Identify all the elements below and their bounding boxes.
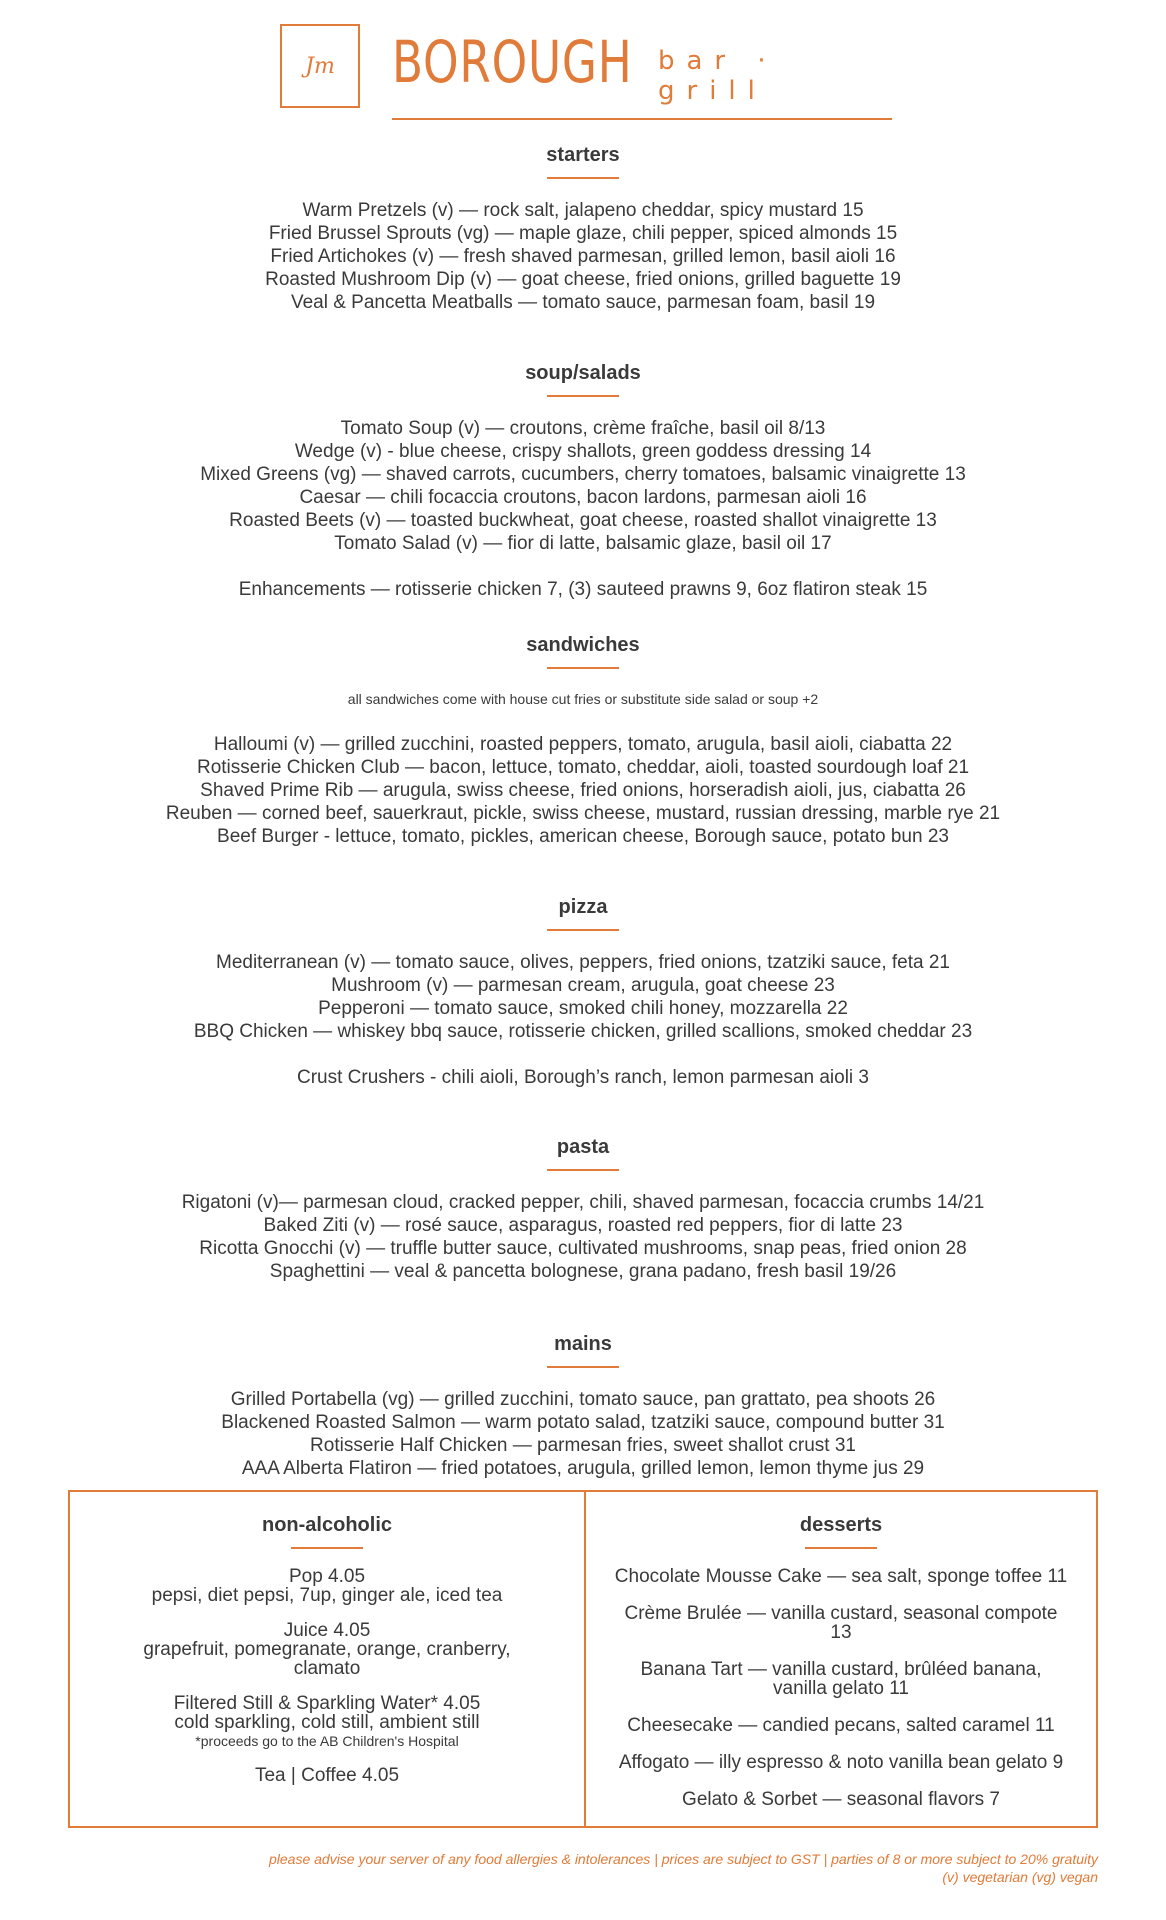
menu-item: Caesar — chili focaccia croutons, bacon lardons, parmesan aioli 16 [299, 487, 867, 508]
drink-tea-coffee: Tea | Coffee 4.05 [254, 1765, 400, 1786]
footer-line: please advise your server of any food allergies & intolerances | prices are subject to GST | parties of 8 or more subject to 20% gratuity [268, 1851, 1098, 1867]
menu-item: Halloumi (v) — grilled zucchini, roasted peppers, tomato, arugula, basil aioli, ciabatta 22 [213, 734, 953, 755]
drink-pop: Pop 4.05 pepsi, diet pepsi, 7up, ginger ale, iced tea [151, 1566, 503, 1606]
dessert-item: Banana Tart — vanilla custard, brûléed banana, vanilla gelato 11 [640, 1659, 1042, 1699]
menu-item: Rotisserie Half Chicken — parmesan fries, sweet shallot crust 31 [310, 1435, 856, 1456]
menu-item: Mushroom (v) — parmesan cream, arugula, goat cheese 23 [331, 975, 835, 996]
drinks-desserts-box [68, 1490, 1098, 1828]
section-mains [0, 1333, 1166, 1480]
menu-item: Tomato Soup (v) — croutons, crème fraîche, basil oil 8/13 [340, 418, 826, 439]
menu-item: Pepperoni — tomato sauce, smoked chili honey, mozzarella 22 [318, 998, 848, 1019]
title-rule [547, 929, 619, 931]
menu-item: Roasted Beets (v) — toasted buckwheat, goat cheese, roasted shallot vinaigrette 13 [229, 510, 937, 531]
brand-underline [392, 118, 892, 120]
non-alcoholic-column [70, 1492, 586, 1826]
menu-item: Wedge (v) - blue cheese, crispy shallots, green goddess dressing 14 [294, 441, 872, 462]
section-sandwiches [0, 634, 1166, 848]
menu-item: Ricotta Gnocchi (v) — truffle butter sauce, cultivated mushrooms, snap peas, fried onion 28 [199, 1238, 967, 1259]
brand [392, 28, 892, 106]
menu-item: Baked Ziti (v) — rosé sauce, asparagus, roasted red peppers, fior di latte 23 [263, 1215, 903, 1236]
menu-item: Grilled Portabella (vg) — grilled zucchini, tomato sauce, pan grattato, pea shoots 26 [230, 1389, 936, 1410]
menu-item: Rigatoni (v)— parmesan cloud, cracked pepper, chili, shaved parmesan, focaccia crumbs 14/21 [181, 1192, 985, 1213]
monogram-logo [280, 24, 360, 108]
menu-item: AAA Alberta Flatiron — fried potatoes, arugula, grilled lemon, lemon thyme jus 29 [241, 1458, 925, 1479]
drink-juice: Juice 4.05 grapefruit, pomegranate, orange, cranberry, clamato [143, 1620, 511, 1679]
menu-item: Rotisserie Chicken Club — bacon, lettuce, tomato, cheddar, aioli, toasted sourdough loaf 21 [196, 757, 970, 778]
menu-item: Shaved Prime Rib — arugula, swiss cheese, fried onions, horseradish aioli, jus, ciabatta 26 [200, 780, 966, 801]
header [280, 24, 900, 116]
dessert-item: Affogato — illy espresso & noto vanilla bean gelato 9 [618, 1752, 1064, 1773]
dessert-item: Chocolate Mousse Cake — sea salt, sponge toffee 11 [614, 1566, 1068, 1587]
menu-item: Warm Pretzels (v) — rock salt, jalapeno cheddar, spicy mustard 15 [302, 200, 864, 221]
section-soup-salads [0, 362, 1166, 601]
dessert-item: Cheesecake — candied pecans, salted caramel 11 [627, 1715, 1055, 1736]
title-rule [547, 1366, 619, 1368]
menu-item: Veal & Pancetta Meatballs — tomato sauce, parmesan foam, basil 19 [290, 292, 876, 313]
menu-item: Mediterranean (v) — tomato sauce, olives, peppers, fried onions, tzatziki sauce, feta 21 [216, 952, 950, 973]
footer-notice [269, 1850, 1098, 1886]
menu-item: Mixed Greens (vg) — shaved carrots, cucumbers, cherry tomatoes, balsamic vinaigrette 13 [200, 464, 966, 485]
section-pizza [0, 896, 1166, 1089]
title-rule [547, 1169, 619, 1171]
water-note: *proceeds go to the AB Children's Hospital [195, 1733, 459, 1749]
section-starters [0, 144, 1166, 314]
drink-water: Filtered Still & Sparkling Water* 4.05 cold sparkling, cold still, ambient still *proceeds go to the AB Children's Hospital [70, 1694, 584, 1750]
title-rule [805, 1547, 877, 1549]
section-title: soup/salads [525, 362, 641, 384]
menu-item: Spaghettini — veal & pancetta bolognese, grana padano, fresh basil 19/26 [269, 1261, 897, 1282]
sandwich-note: all sandwiches come with house cut fries or substitute side salad or soup +2 [347, 691, 819, 707]
desserts-title: desserts [799, 1514, 883, 1536]
footer-legend: (v) vegetarian (vg) vegan [942, 1869, 1098, 1885]
title-rule [547, 395, 619, 397]
menu-item: Fried Artichokes (v) — fresh shaved parmesan, grilled lemon, basil aioli 16 [270, 246, 896, 267]
title-rule [547, 177, 619, 179]
dessert-item: Gelato & Sorbet — seasonal flavors 7 [682, 1789, 1000, 1810]
menu-item: Tomato Salad (v) — fior di latte, balsamic glaze, basil oil 17 [334, 533, 832, 554]
crust-crushers: Crust Crushers - chili aioli, Borough’s ranch, lemon parmesan aioli 3 [296, 1067, 869, 1088]
section-title: mains [554, 1333, 612, 1355]
menu-item: Fried Brussel Sprouts (vg) — maple glaze, chili pepper, spiced almonds 15 [268, 223, 898, 244]
brand-name: BOROUGH [392, 28, 633, 96]
title-rule [547, 667, 619, 669]
menu-item: Blackened Roasted Salmon — warm potato salad, tzatziki sauce, compound butter 31 [221, 1412, 945, 1433]
non-alcoholic-title: non-alcoholic [262, 1514, 392, 1536]
dessert-item: Crème Brulée — vanilla custard, seasonal compote 13 [624, 1603, 1058, 1643]
menu-item: Reuben — corned beef, sauerkraut, pickle, swiss cheese, mustard, russian dressing, marble rye 21 [165, 803, 1001, 824]
enhancements: Enhancements — rotisserie chicken 7, (3) sauteed prawns 9, 6oz flatiron steak 15 [238, 579, 928, 600]
menu-item: BBQ Chicken — whiskey bbq sauce, rotisserie chicken, grilled scallions, smoked cheddar 23 [193, 1021, 973, 1042]
section-title: starters [546, 144, 620, 166]
monogram-text: Jm [305, 53, 335, 79]
brand-subtitle: bar · grill [658, 46, 778, 106]
menu-item: Beef Burger - lettuce, tomato, pickles, american cheese, Borough sauce, potato bun 23 [217, 826, 949, 847]
section-title: pizza [558, 896, 608, 918]
desserts-column [586, 1492, 1096, 1826]
title-rule [291, 1547, 363, 1549]
section-title: sandwiches [526, 634, 640, 656]
menu-item: Roasted Mushroom Dip (v) — goat cheese, fried onions, grilled baguette 19 [265, 269, 901, 290]
section-pasta [0, 1136, 1166, 1283]
section-title: pasta [556, 1136, 610, 1158]
